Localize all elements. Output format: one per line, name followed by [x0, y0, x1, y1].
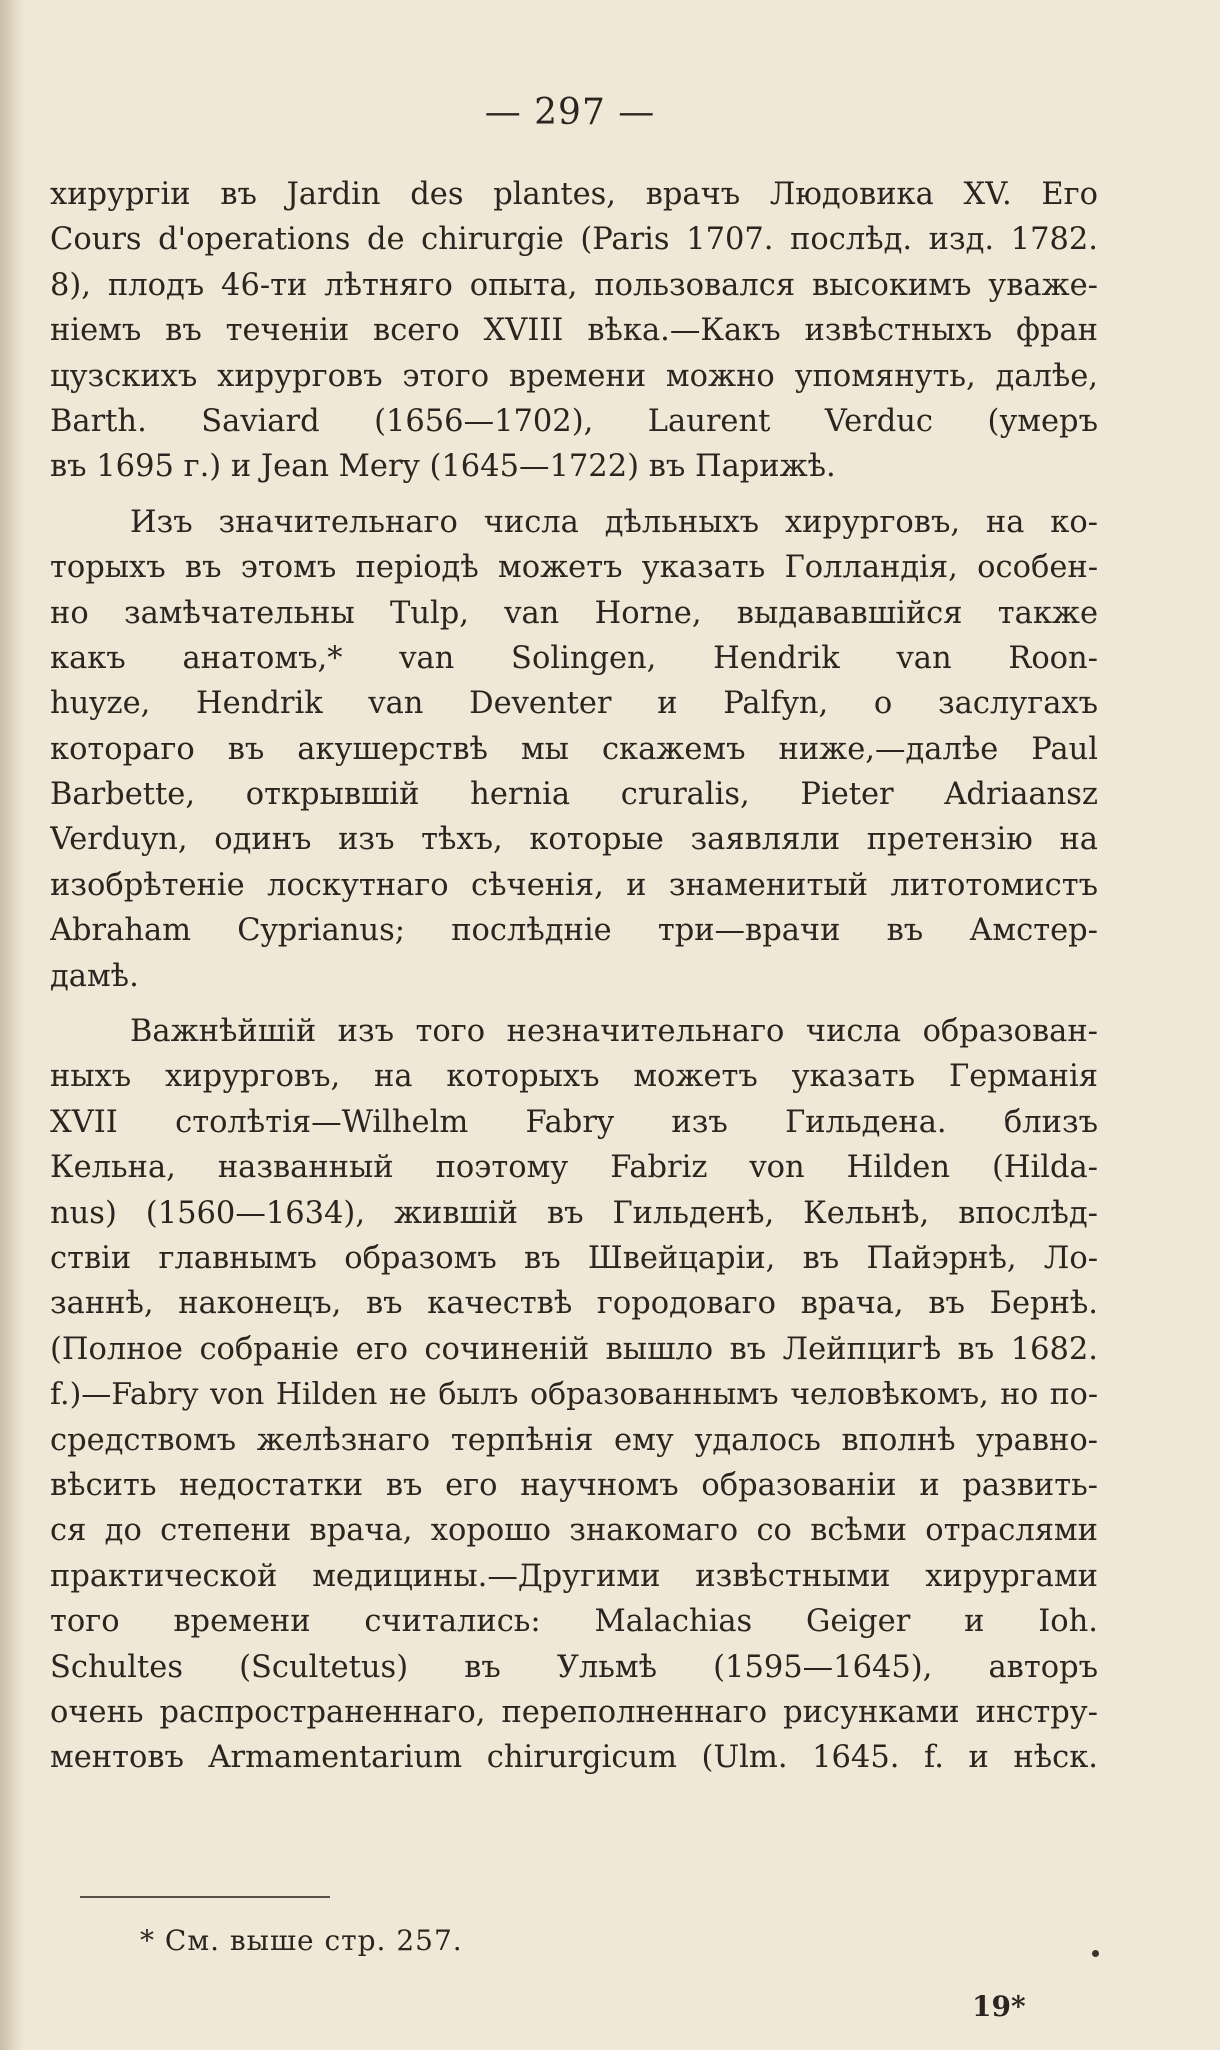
text-line: того времени считались: Malachias Geiger и Ioh.	[50, 1604, 1098, 1640]
text-line: ся до степени врача, хорошо знакомаго со всѣми отраслями	[50, 1513, 1098, 1549]
text-line: Barth. Saviard (1656—1702), Laurent Verduc (умеръ	[50, 403, 1098, 439]
text-line: практической медицины.—Другими извѣстными хирургами	[50, 1558, 1098, 1594]
footnote: * См. выше стр. 257.	[140, 1924, 463, 1957]
page-binding-shadow	[0, 0, 24, 2050]
text-line: торыхъ въ этомъ перiодѣ можетъ указать Голландiя, особен-	[50, 550, 1098, 586]
text-line: средствомъ желѣзнаго терпѣнiя ему удалось вполнѣ уравно-	[50, 1422, 1098, 1458]
text-line: Abraham Cyprianus; послѣднiе три—врачи въ Амстер-	[50, 913, 1098, 949]
text-line: заннѣ, наконецъ, въ качествѣ городоваго врача, въ Бернѣ.	[50, 1286, 1098, 1322]
text-line: но замѣчательны Tulp, van Horne, выдававшiйся также	[50, 595, 1098, 631]
text-line: дамѣ.	[50, 958, 139, 994]
text-line: Кельна, названный поэтому Fabriz von Hilden (Hilda-	[50, 1150, 1098, 1186]
text-line: huyze, Hendrik van Deventer и Palfyn, о заслугахъ	[50, 686, 1098, 722]
text-line: котораго въ акушерствѣ мы скажемъ ниже,—далѣе Paul	[50, 731, 1098, 767]
text-line: ментовъ Armamentarium chirurgicum (Ulm. 1645. f. и нѣск.	[50, 1740, 1098, 1776]
text-line: Важнѣйшiй изъ того незначительнаго числа образован-	[130, 1014, 1098, 1050]
text-line: nus) (1560—1634), жившiй въ Гильденѣ, Кельнѣ, впослѣд-	[50, 1195, 1098, 1231]
text-line: 8), плодъ 46-ти лѣтняго опыта, пользовался высокимъ уваже-	[50, 267, 1098, 303]
text-line: изобрѣтенiе лоскутнаго сѣченiя, и знаменитый литотомистъ	[50, 867, 1098, 903]
text-line: какъ анатомъ,* van Solingen, Hendrik van Roon-	[50, 640, 1098, 676]
printer-signature-mark: 19*	[972, 1990, 1026, 2023]
text-line: цузскихъ хирурговъ этого времени можно упомянуть, далѣе,	[50, 358, 1098, 394]
text-line: ныхъ хирурговъ, на которыхъ можетъ указать Германiя	[50, 1059, 1098, 1095]
text-line: Cours d'operations de chirurgie (Paris 1707. послѣд. изд. 1782.	[50, 222, 1098, 258]
footnote-divider	[80, 1896, 330, 1898]
text-line: въ 1695 г.) и Jean Mery (1645—1722) въ Парижѣ.	[50, 449, 836, 485]
text-line: XVII столѣтiя—Wilhelm Fabry изъ Гильдена. близъ	[50, 1104, 1098, 1140]
text-line: Schultes (Scultetus) въ Ульмѣ (1595—1645), авторъ	[50, 1649, 1098, 1685]
text-line: ствiи главнымъ образомъ въ Швейцарiи, въ Пайэрнѣ, Ло-	[50, 1240, 1098, 1276]
text-line: Verduyn, одинъ изъ тѣхъ, которые заявляли претензiю на	[50, 822, 1098, 858]
text-line: вѣсить недостатки въ его научномъ образованiи и развить-	[50, 1467, 1098, 1503]
page-number: — 297 —	[484, 92, 656, 133]
text-line: Barbette, открывшiй hernia cruralis, Pieter Adriaansz	[50, 777, 1098, 813]
body-text	[50, 172, 1098, 1781]
text-line: (Полное собранiе его сочиненiй вышло въ Лейпцигѣ въ 1682.	[50, 1331, 1098, 1367]
text-line: Изъ значительнаго числа дѣльныхъ хирурговъ, на ко-	[130, 504, 1098, 540]
ink-dot-mark	[1092, 1950, 1099, 1957]
text-line: очень распространеннаго, переполненнаго рисунками инстру-	[50, 1694, 1098, 1730]
text-line: нiемъ въ теченiи всего XVIII вѣка.—Какъ извѣстныхъ фран	[50, 313, 1098, 349]
text-line: f.)—Fabry von Hilden не былъ образованнымъ человѣкомъ, но по-	[50, 1377, 1098, 1413]
text-line: хирургiи въ Jardin des plantes, врачъ Людовика XV. Его	[50, 177, 1098, 212]
